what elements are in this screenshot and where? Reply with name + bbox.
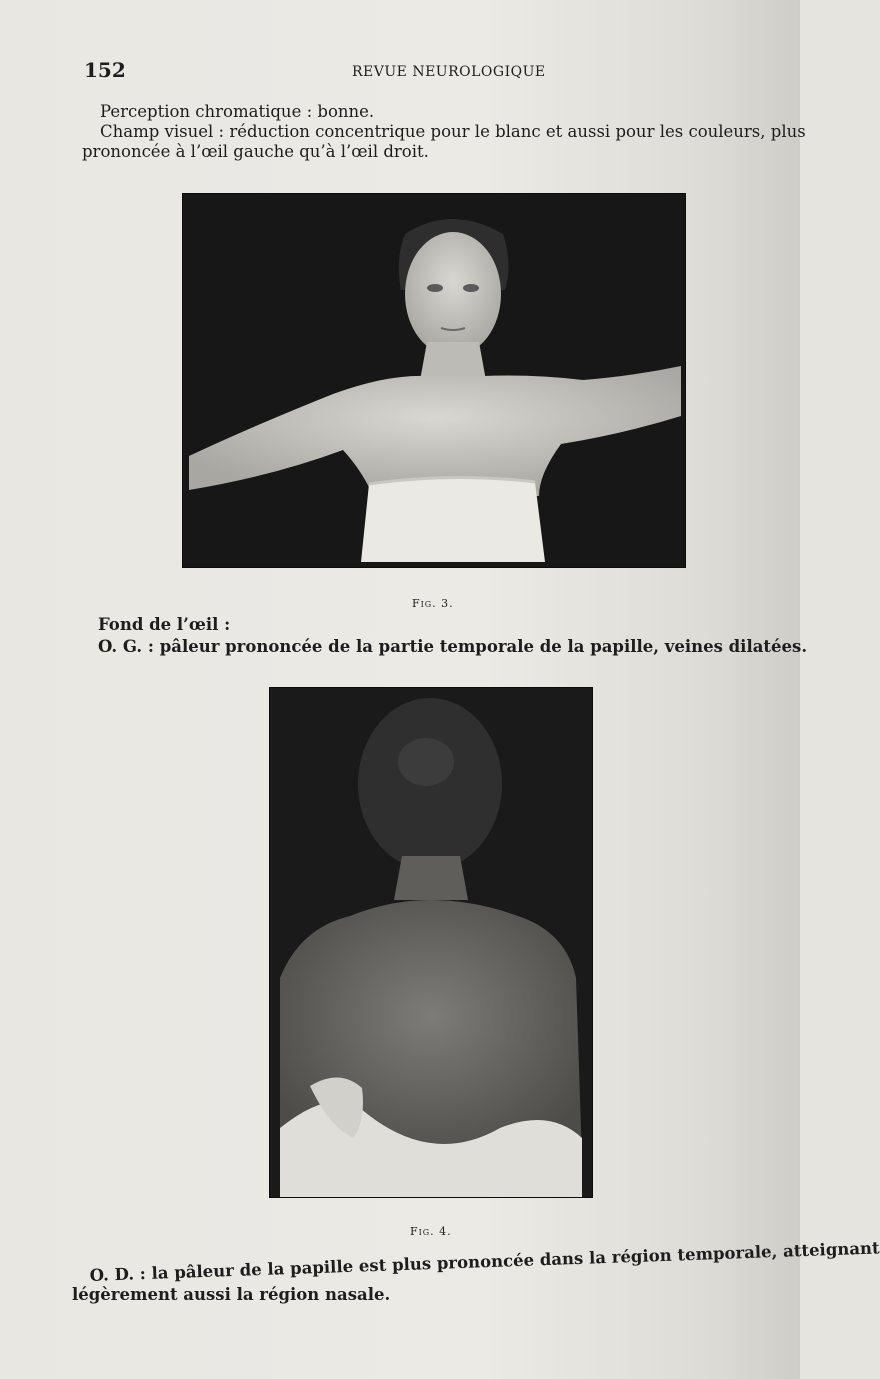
- page-number: 152: [84, 58, 126, 82]
- figure-3-photo: [183, 194, 685, 567]
- figure-3-caption: Fig. 3.: [412, 597, 454, 610]
- figure-4-photo: [270, 688, 592, 1197]
- perception-line: Perception chromatique : bonne.: [100, 102, 375, 121]
- champ-visuel-continuation: prononcée à l’œil gauche qu’à l’œil droit.: [82, 142, 429, 161]
- fond-oeil-heading: Fond de l’œil :: [98, 615, 231, 634]
- figure-4-caption: Fig. 4.: [410, 1225, 452, 1238]
- og-line: O. G. : pâleur prononcée de la partie temporale de la papille, veines dilatées.: [98, 637, 808, 656]
- champ-visuel-line: Champ visuel : réduction concentrique pour le blanc et aussi pour les couleurs, plus: [100, 122, 806, 141]
- running-head: REVUE NEUROLOGIQUE: [352, 64, 546, 80]
- od-line: O. D. : la pâleur de la papille est plus prononcée dans la région temporale, atteignant: [89, 1238, 880, 1285]
- od-continuation: légèrement aussi la région nasale.: [72, 1285, 391, 1304]
